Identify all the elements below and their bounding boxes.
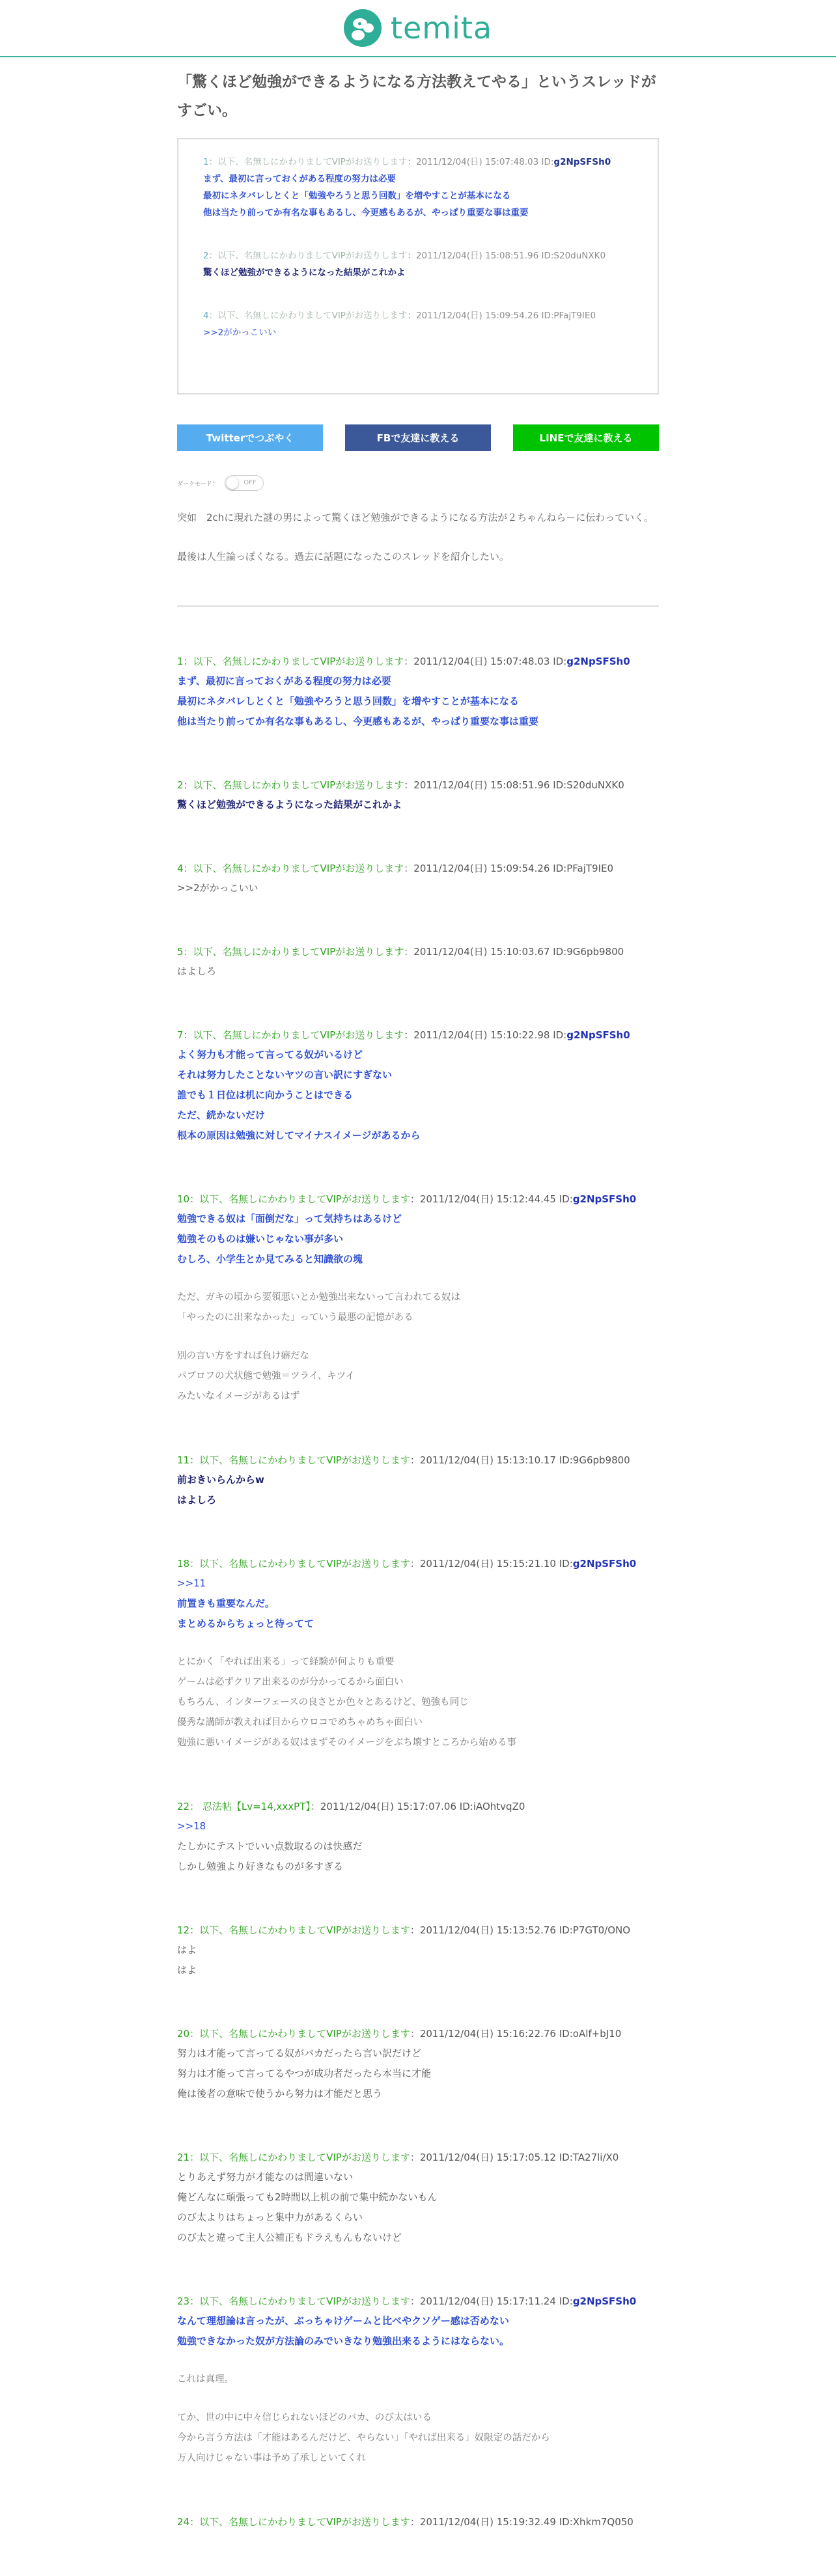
poster-id: PFajT9IE0 (566, 863, 614, 874)
poster-name: ：以下、名無しにかわりましてVIPがお送りします (208, 157, 408, 167)
post-line: ゲームは必ずクリア出来るのが分かってるから面白い (177, 1677, 404, 1687)
summary-post (203, 307, 633, 341)
article-intro (177, 508, 659, 586)
post-date: ：2011/12/04(日) 15:16:22.76 ID: (410, 2028, 573, 2040)
post-line: 勉強できなかった奴が方法論のみでいきなり勉強出来るようにはならない。 (177, 2335, 510, 2347)
post-line: なんて理想論は言ったが、ぶっちゃけゲームと比べやクソゲー感は否めない (177, 2315, 509, 2327)
post-line: 他は当たり前ってか有名な事もあるし、今更感もあるが、やっぱり重要な事は重要 (177, 715, 539, 727)
poster-id: g2NpSFSh0 (572, 2295, 637, 2307)
post-header (177, 1797, 659, 1816)
post-header (177, 1555, 659, 1573)
post-header (177, 652, 659, 671)
thread-post (177, 1555, 659, 1753)
poster-name: ：以下、名無しにかわりましてVIPがお送りします (189, 1924, 410, 1936)
post-line: 今から言う方法は「才能はあるんだけど、やらない」「やれば出来る」奴限定の話だから (177, 2433, 550, 2443)
post-line: 前おきいらんからw (177, 1474, 264, 1486)
post-line: 前置きも重要なんだ。 (177, 1598, 275, 1609)
article-title: 「驚くほど勉強ができるようになる方法教えてやる」というスレッドがすごい。 (177, 74, 656, 119)
post-header (177, 2025, 659, 2043)
summary-line: >>2がかっこいい (203, 327, 277, 338)
paragraph-gap (177, 1269, 659, 1288)
post-line: パブロフの犬状態で勉強＝ツライ、キツイ (177, 1371, 355, 1381)
post-number[interactable]: 1 (203, 157, 209, 167)
post-date: ：2011/12/04(日) 15:13:10.17 ID: (410, 1454, 573, 1466)
summary-line: まず、最初に言っておくがある程度の努力は必要 (203, 174, 396, 184)
post-number[interactable]: 24 (177, 2516, 190, 2528)
post-line: もちろん、インターフェースの良さとか色々とあるけど、勉強も同じ (177, 1697, 469, 1708)
paragraph-gap (177, 1634, 659, 1652)
post-line: 「やったのに出来なかった」っていう最悪の記憶がある (177, 1312, 413, 1323)
post-line: それは努力したことないヤツの言い訳にすぎない (177, 1069, 393, 1081)
post-line: のび太よりはちょっと集中力があるくらい (177, 2211, 363, 2223)
post-number[interactable]: 4 (177, 863, 184, 874)
post-line: >>2がかっこいい (177, 882, 258, 894)
thread-post (177, 1451, 659, 1510)
post-date: ：2011/12/04(日) 15:09:54.26 ID: (407, 311, 554, 321)
temita-logo-icon (344, 9, 382, 47)
post-header (177, 1921, 659, 1940)
post-line: 驚くほど勉強ができるようになった結果がこれかよ (177, 799, 402, 810)
post-number[interactable]: 12 (177, 1924, 190, 1936)
poster-id: g2NpSFSh0 (566, 656, 630, 667)
poster-name: ：以下、名無しにかわりましてVIPがお送りします (183, 779, 404, 791)
post-header (203, 154, 633, 171)
post-number[interactable]: 5 (177, 946, 184, 958)
poster-name: ：以下、名無しにかわりましてVIPがお送りします (208, 311, 408, 321)
post-line: はよしろ (177, 1494, 217, 1506)
post-date: ：2011/12/04(日) 15:12:44.45 ID: (410, 1193, 573, 1205)
post-line: 別の言い方をすれば負け癖だな (177, 1351, 309, 1361)
poster-name: ：以下、名無しにかわりましてVIPがお送りします (183, 1029, 404, 1041)
thread-post (177, 1190, 659, 1407)
share-buttons (177, 424, 659, 451)
post-line: はよ (177, 1944, 197, 1956)
thread-post (177, 859, 659, 898)
site-header (0, 0, 836, 57)
thread-post (177, 652, 659, 732)
post-line: 優秀な講師が教えれば目からウロコでめちゃめちゃ面白い (177, 1717, 423, 1728)
post-date: ：2011/12/04(日) 15:17:11.24 ID: (410, 2295, 573, 2307)
summary-post (203, 247, 633, 281)
post-date: ：2011/12/04(日) 15:07:48.03 ID: (407, 157, 554, 167)
poster-id: iAOhtvqZ0 (473, 1801, 525, 1812)
twitter-share-button[interactable]: Twitterでつぶやく (177, 424, 323, 451)
post-header (177, 2292, 659, 2311)
post-date: ：2011/12/04(日) 15:08:51.96 ID: (404, 779, 567, 791)
line-share-button[interactable]: LINEで友達に教える (513, 424, 659, 451)
poster-name: ：以下、名無しにかわりましてVIPがお送りします (183, 656, 404, 667)
post-line: 努力は才能って言ってるやつが成功者だったら本当に才能 (177, 2068, 432, 2079)
poster-id: oAlf+bJ10 (572, 2028, 622, 2040)
post-number[interactable]: 2 (177, 779, 184, 791)
post-line: むしろ、小学生とか見てみると知識欲の塊 (177, 1253, 363, 1265)
toggle-state-text: OFF (244, 479, 257, 486)
divider (177, 605, 659, 607)
post-number[interactable]: 22 (177, 1801, 190, 1812)
poster-id: g2NpSFSh0 (566, 1029, 630, 1041)
thread-post (177, 2025, 659, 2104)
post-line: みたいなイメージがあるはず (177, 1391, 300, 1402)
thread-post (177, 2148, 659, 2248)
thread-post (177, 2292, 659, 2469)
post-header (203, 247, 633, 264)
post-number[interactable]: 2 (203, 251, 209, 261)
thread-post (177, 2513, 659, 2532)
post-header (177, 2513, 659, 2532)
post-line: 最初にネタバレしとくと「勉強やろうと思う回数」を増やすことが基本になる (177, 695, 519, 707)
post-date: ：2011/12/04(日) 15:08:51.96 ID: (407, 251, 554, 261)
thread-post (177, 1026, 659, 1146)
poster-name: ：以下、名無しにかわりましてVIPがお送りします (189, 1454, 410, 1466)
poster-name: ：以下、名無しにかわりましてVIPがお送りします (183, 863, 404, 874)
post-line: 勉強そのものは嫌いじゃない事が多い (177, 1233, 344, 1245)
thread-posts (177, 652, 659, 2576)
thread-post (177, 1921, 659, 1980)
post-date: ：2011/12/04(日) 15:17:05.12 ID: (410, 2152, 573, 2163)
site-logo[interactable] (344, 9, 492, 47)
post-line: はよしろ (177, 965, 217, 977)
poster-name: ：以下、名無しにかわりましてVIPがお送りします (189, 2152, 410, 2163)
facebook-share-button[interactable]: FBで友達に教える (345, 424, 491, 451)
poster-name: ：以下、名無しにかわりましてVIPがお送りします (189, 2516, 410, 2528)
post-number[interactable]: 4 (203, 311, 209, 321)
post-header (177, 1026, 659, 1045)
post-line: とりあえず努力が才能なのは間違いない (177, 2171, 354, 2183)
poster-id: 9G6pb9800 (572, 1454, 630, 1466)
poster-name: ：以下、名無しにかわりましてVIPがお送りします (189, 1558, 410, 1570)
post-line: よく努力も才能って言ってる奴がいるけど (177, 1049, 363, 1060)
thread-post (177, 776, 659, 815)
post-number[interactable]: 7 (177, 1029, 184, 1041)
darkmode-control (177, 475, 659, 491)
summary-line: 他は当たり前ってか有名な事もあるし、今更感もあるが、やっぱり重要な事は重要 (203, 208, 529, 218)
logo-text: temita (390, 10, 493, 46)
paragraph-gap (177, 1328, 659, 1346)
poster-id: g2NpSFSh0 (572, 1558, 637, 1570)
post-line: ただ、ガキの頃から要領悪いとか勉強出来ないって言われてる奴は (177, 1292, 460, 1303)
poster-name: ：以下、名無しにかわりましてVIPがお送りします (189, 1193, 410, 1205)
post-header (203, 307, 633, 324)
poster-id: TA27li/X0 (572, 2152, 619, 2163)
post-number[interactable]: 11 (177, 1454, 190, 1466)
post-date: ：2011/12/04(日) 15:10:22.98 ID: (404, 1029, 567, 1041)
post-line: しかし勉強より好きなものが多すぎる (177, 1861, 344, 1872)
post-header (177, 943, 659, 962)
post-line: 誰でも１日位は机に向かうことはできる (177, 1089, 354, 1101)
post-line: これは真理。 (177, 2374, 234, 2385)
toggle-knob (227, 477, 238, 489)
post-line: 努力は才能って言ってる奴がバカだったら言い訳だけど (177, 2047, 422, 2059)
post-line: のび太と違って主人公補正もドラえもんもないけど (177, 2232, 402, 2243)
poster-name: ：以下、名無しにかわりましてVIPがお送りします (208, 251, 408, 261)
post-date: ：2011/12/04(日) 15:19:32.49 ID: (410, 2516, 573, 2528)
post-line: 根本の原因は勉強に対してマイナスイメージがあるから (177, 1129, 421, 1141)
summary-line: 最初にネタバレしとくと「勉強やろうと思う回数」を増やすことが基本になる (203, 191, 511, 201)
post-number[interactable]: 1 (177, 656, 184, 667)
post-line: はよ (177, 1964, 197, 1976)
poster-id: S20duNXK0 (566, 779, 624, 791)
post-line: まず、最初に言っておくがある程度の努力は必要 (177, 675, 391, 687)
post-date: ：2011/12/04(日) 15:15:21.10 ID: (410, 1558, 573, 1570)
post-line: 勉強できる奴は「面倒だな」って気持ちはあるけど (177, 1213, 402, 1225)
post-date: ：2011/12/04(日) 15:13:52.76 ID: (410, 1924, 573, 1936)
post-header (177, 2148, 659, 2167)
poster-id: P7GT0/ONO (572, 1924, 631, 1936)
post-date: ：2011/12/04(日) 15:07:48.03 ID: (404, 656, 567, 667)
post-number[interactable]: 21 (177, 2152, 190, 2163)
poster-name: ：以下、名無しにかわりましてVIPがお送りします (189, 2028, 410, 2040)
post-line: 万人向けじゃない事は予め了承しといてくれ (177, 2453, 366, 2463)
post-number[interactable]: 23 (177, 2295, 190, 2307)
paragraph-gap (177, 2351, 659, 2370)
poster-name: ：以下、名無しにかわりましてVIPがお送りします (189, 2295, 410, 2307)
poster-id: PFajT9IE0 (553, 311, 596, 321)
summary-box (177, 138, 659, 395)
post-number[interactable]: 18 (177, 1558, 190, 1570)
intro-paragraph-2: 最後は人生論っぽくなる。過去に話題になったこのスレッドを紹介したい。 (177, 551, 509, 562)
post-date: ：2011/12/04(日) 15:10:03.67 ID: (404, 946, 567, 958)
paragraph-gap (177, 2390, 659, 2408)
poster-id: g2NpSFSh0 (572, 1193, 637, 1205)
post-number[interactable]: 10 (177, 1193, 190, 1205)
reply-anchor-link[interactable]: >>11 (177, 1577, 206, 1589)
post-date: ：2011/12/04(日) 15:09:54.26 ID: (404, 863, 567, 874)
darkmode-toggle[interactable] (225, 475, 264, 491)
post-date: ：2011/12/04(日) 15:17:07.06 ID: (310, 1801, 473, 1812)
thread-post (177, 1797, 659, 1877)
post-line: まとめるからちょっと待ってて (177, 1618, 314, 1629)
poster-name: ：以下、名無しにかわりましてVIPがお送りします (183, 946, 404, 958)
post-line: 勉強に悪いイメージがある奴はまずそのイメージをぶち壊すところから始める事 (177, 1738, 517, 1748)
post-line: ただ、続かないだけ (177, 1109, 266, 1121)
reply-anchor-link[interactable]: >>18 (177, 1820, 206, 1832)
intro-paragraph-1: 突如 2chに現れた謎の男によって驚くほど勉強ができるようになる方法が２ちゃんねらーに伝わっていく。 (177, 512, 654, 523)
poster-id: Xhkm7Q050 (572, 2516, 634, 2528)
poster-id: 9G6pb9800 (566, 946, 624, 958)
post-number[interactable]: 20 (177, 2028, 190, 2040)
post-line: たしかにテストでいい点数取るのは快感だ (177, 1840, 363, 1852)
post-line: てか、世の中に中々信じられないほどのバカ、のび太はいる (177, 2413, 432, 2423)
post-header (177, 1190, 659, 1209)
poster-id: g2NpSFSh0 (553, 157, 611, 167)
poster-name: ： 忍法帖【Lv=14,xxxPT】 (189, 1801, 311, 1812)
summary-line: 驚くほど勉強ができるようになった結果がこれかよ (203, 268, 406, 278)
post-header (177, 859, 659, 878)
thread-post (177, 943, 659, 982)
summary-post (203, 154, 633, 221)
post-line: 俺どんなに頑張っても2時間以上机の前で集中続かないもん (177, 2191, 438, 2203)
post-line: 俺は後者の意味で使うから努力は才能だと思う (177, 2088, 383, 2099)
post-header (177, 1451, 659, 1470)
poster-id: S20duNXK0 (553, 251, 606, 261)
post-line: とにかく「やれば出来る」って経験が何よりも重要 (177, 1657, 395, 1667)
darkmode-label: ダークモード： (177, 480, 218, 488)
post-header (177, 776, 659, 795)
